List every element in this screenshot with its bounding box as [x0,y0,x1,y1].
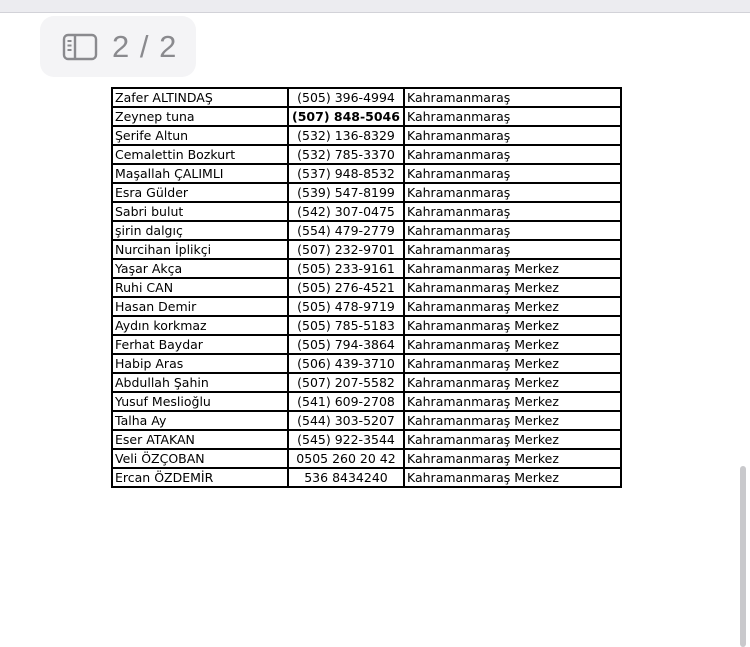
name-cell: Talha Ay [112,411,288,430]
table-row [112,354,621,373]
name-cell: Hasan Demir [112,297,288,316]
name-cell: Veli ÖZÇOBAN [112,449,288,468]
table-row [112,411,621,430]
city-cell: Kahramanmaraş Merkez [404,278,621,297]
phone-cell: (545) 922-3544 [288,430,404,449]
name-cell: Maşallah ÇALIMLI [112,164,288,183]
city-cell: Kahramanmaraş Merkez [404,297,621,316]
city-cell: Kahramanmaraş [404,107,621,126]
phone-cell: 536 8434240 [288,468,404,487]
name-cell: Şerife Altun [112,126,288,145]
phone-cell: (507) 207-5582 [288,373,404,392]
table-row [112,202,621,221]
table-row [112,126,621,145]
table-row [112,145,621,164]
page-number-label: 2 / 2 [112,28,178,64]
name-cell: Yusuf Meslioğlu [112,392,288,411]
table-row [112,297,621,316]
city-cell: Kahramanmaraş [404,126,621,145]
name-cell: Nurcihan İplikçi [112,240,288,259]
city-cell: Kahramanmaraş Merkez [404,449,621,468]
city-cell: Kahramanmaraş Merkez [404,392,621,411]
city-cell: Kahramanmaraş [404,221,621,240]
city-cell: Kahramanmaraş Merkez [404,335,621,354]
name-cell: Aydın korkmaz [112,316,288,335]
contact-table [111,87,622,488]
city-cell: Kahramanmaraş [404,202,621,221]
phone-cell: (539) 547-8199 [288,183,404,202]
phone-cell: 0505 260 20 42 [288,449,404,468]
phone-cell: (532) 136-8329 [288,126,404,145]
phone-cell: (544) 303-5207 [288,411,404,430]
table-row [112,468,621,487]
phone-cell: (507) 232-9701 [288,240,404,259]
table-row [112,449,621,468]
page-indicator[interactable] [40,16,196,77]
table-row [112,221,621,240]
table-row [112,164,621,183]
city-cell: Kahramanmaraş [404,240,621,259]
phone-cell: (505) 785-5183 [288,316,404,335]
table-row [112,107,621,126]
name-cell: Ruhi CAN [112,278,288,297]
vertical-scrollbar[interactable] [740,466,746,647]
name-cell: Ferhat Baydar [112,335,288,354]
table-row [112,430,621,449]
phone-cell: (505) 794-3864 [288,335,404,354]
city-cell: Kahramanmaraş Merkez [404,430,621,449]
table-row [112,278,621,297]
city-cell: Kahramanmaraş [404,88,621,107]
phone-cell: (542) 307-0475 [288,202,404,221]
city-cell: Kahramanmaraş Merkez [404,373,621,392]
phone-cell: (541) 609-2708 [288,392,404,411]
sidebar-icon[interactable] [62,33,98,61]
name-cell: şirin dalgıç [112,221,288,240]
table-row [112,183,621,202]
city-cell: Kahramanmaraş Merkez [404,354,621,373]
phone-cell: (532) 785-3370 [288,145,404,164]
name-cell: Eser ATAKAN [112,430,288,449]
phone-cell: (537) 948-8532 [288,164,404,183]
name-cell: Sabri bulut [112,202,288,221]
city-cell: Kahramanmaraş Merkez [404,259,621,278]
name-cell: Esra Gülder [112,183,288,202]
name-cell: Abdullah Şahin [112,373,288,392]
city-cell: Kahramanmaraş Merkez [404,316,621,335]
name-cell: Ercan ÖZDEMİR [112,468,288,487]
name-cell: Cemalettin Bozkurt [112,145,288,164]
phone-cell: (505) 478-9719 [288,297,404,316]
name-cell: Zeynep tuna [112,107,288,126]
phone-cell: (505) 396-4994 [288,88,404,107]
table-row [112,316,621,335]
table-row [112,88,621,107]
table-row [112,335,621,354]
table-row [112,373,621,392]
city-cell: Kahramanmaraş [404,145,621,164]
table-row [112,240,621,259]
table-row [112,392,621,411]
city-cell: Kahramanmaraş Merkez [404,411,621,430]
name-cell: Yaşar Akça [112,259,288,278]
phone-cell: (554) 479-2779 [288,221,404,240]
phone-cell: (505) 233-9161 [288,259,404,278]
city-cell: Kahramanmaraş [404,183,621,202]
city-cell: Kahramanmaraş [404,164,621,183]
top-toolbar [0,0,750,13]
name-cell: Habip Aras [112,354,288,373]
phone-cell: (507) 848-5046 [288,107,404,126]
phone-cell: (506) 439-3710 [288,354,404,373]
table-row [112,259,621,278]
city-cell: Kahramanmaraş Merkez [404,468,621,487]
phone-cell: (505) 276-4521 [288,278,404,297]
name-cell: Zafer ALTINDAŞ [112,88,288,107]
